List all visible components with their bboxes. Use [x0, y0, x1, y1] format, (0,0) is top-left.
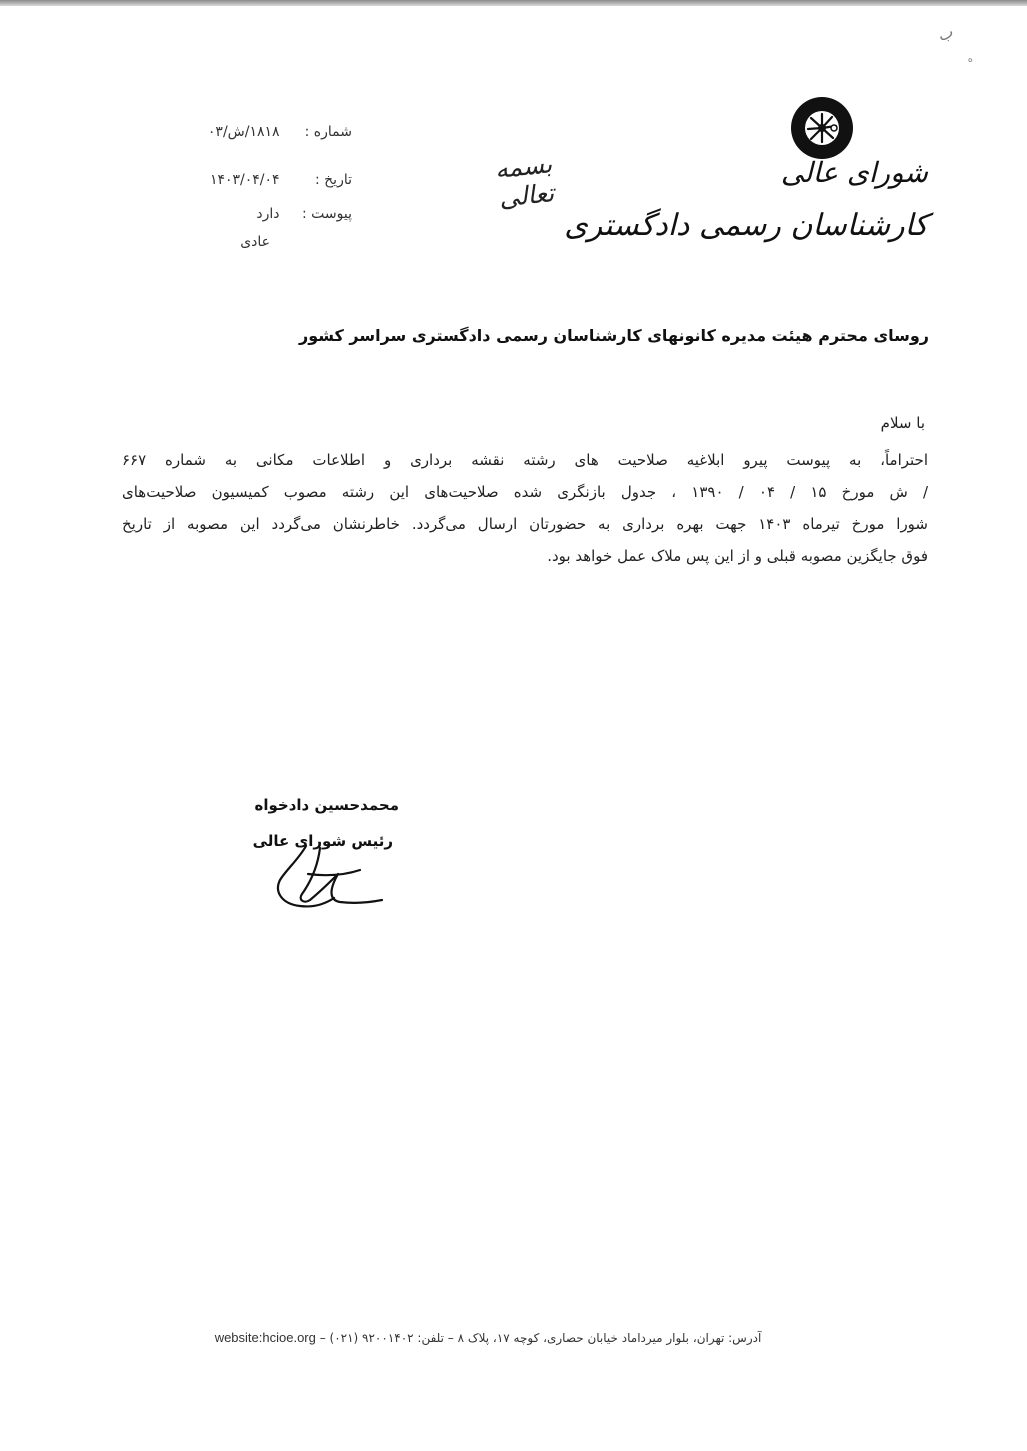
number-label: شماره :: [304, 124, 352, 140]
letter-body: [122, 444, 928, 572]
attachment-row: [256, 206, 352, 222]
logo-text-line2: کارشناسان رسمی دادگستری: [564, 208, 928, 243]
footer-address: [150, 1330, 826, 1345]
attachment-label: پیوست :: [302, 206, 352, 222]
corner-dot: ه: [967, 54, 973, 65]
address-text: آدرس: تهران، بلوار میرداماد خیابان حصاری، کوچه ۱۷، پلاک ۸ – تلفن: ۹۲۰۰۱۴۰۲ (۰۲۱) –: [319, 1331, 762, 1345]
organization-logo: [564, 96, 928, 266]
date-value: ۱۴۰۳/۰۴/۰۴: [209, 172, 280, 188]
handwritten-corner-mark: ب: [934, 21, 957, 46]
scan-top-edge: [0, 0, 1027, 6]
attachment-value: دارد: [256, 206, 280, 222]
handwritten-signature: [268, 840, 384, 916]
body-line: شورا مورخ تیرماه ۱۴۰۳ جهت بهره برداری به حضورتان ارسال می‌گردد. خاطرنشان می‌گردد این مصوبه از تاریخ: [122, 515, 928, 533]
website-text: website:hcioe.org: [214, 1330, 316, 1345]
body-line: فوق جایگزین مصوبه قبلی و از این پس ملاک عمل خواهد بود.: [547, 547, 928, 565]
signatory-name: محمدحسین دادخواه: [254, 796, 399, 814]
sunburst-emblem-icon: [790, 96, 854, 160]
number-row: [208, 124, 352, 140]
logo-text-line1: شورای عالی: [780, 156, 928, 189]
date-row: [210, 172, 352, 188]
bismillah-heading: بسمه تعالی: [493, 149, 556, 213]
body-line: / ش مورخ ۱۵ / ۰۴ / ۱۳۹۰ ، جدول بازنگری شده صلاحیت‌های این رشته مصوب کمیسیون صلاحیت‌های: [122, 483, 929, 501]
signatory-title: رئیس شورای عالی: [252, 832, 393, 850]
number-value: ۱۸۱۸/ش/۰۳: [207, 124, 280, 140]
body-line: احتراماً، به پیوست پیرو ابلاغیه صلاحیت های رشته نقشه برداری و اطلاعات مکانی به شماره ۶۶۷: [122, 451, 928, 469]
recipient-line: روسای محترم هیئت مدیره کانونهای کارشناسان رسمی دادگستری سراسر کشور: [299, 326, 929, 345]
greeting: با سلام: [880, 414, 925, 432]
priority-value: عادی: [240, 234, 270, 250]
date-label: تاریخ :: [314, 172, 352, 188]
